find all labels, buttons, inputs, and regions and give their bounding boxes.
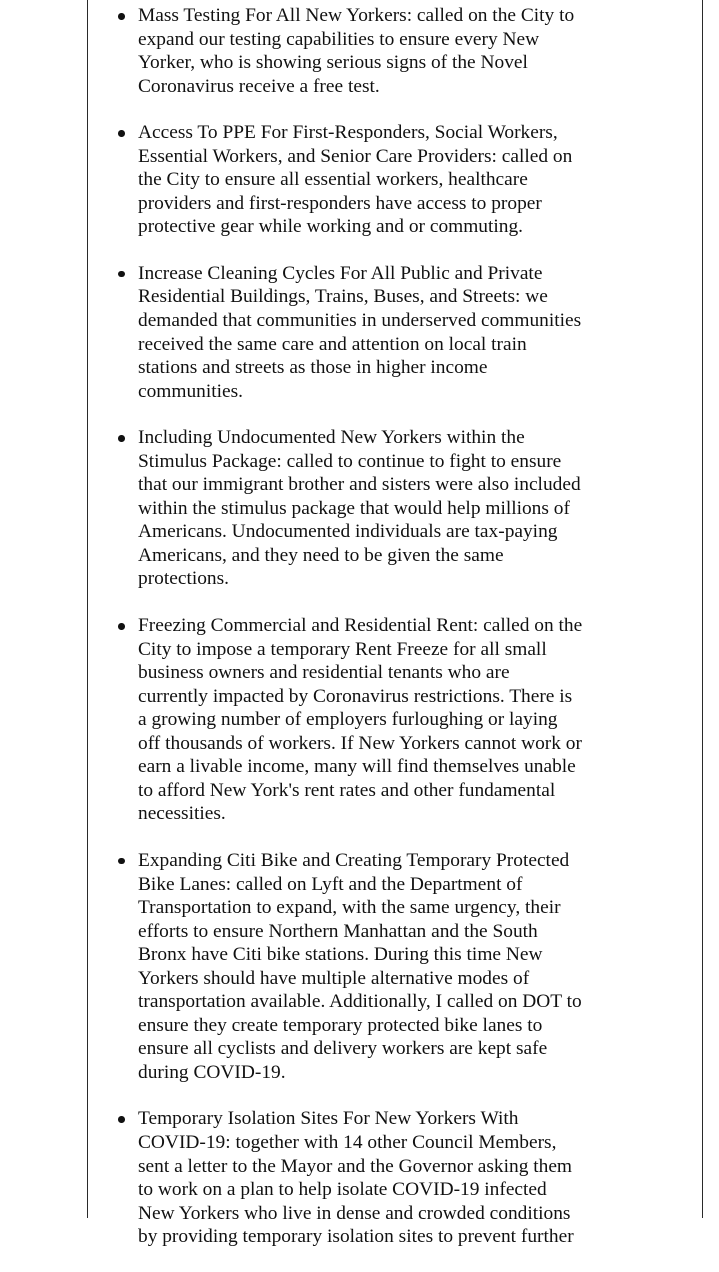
text-line: within the stimulus package that would help millions of	[138, 497, 570, 519]
list-item-text	[138, 4, 608, 98]
list-item-text	[138, 262, 608, 403]
text-line: Access To PPE For First-Responders, Social Workers,	[138, 122, 558, 144]
list-item	[138, 849, 608, 1084]
text-line: Essential Workers, and Senior Care Providers: called on	[138, 145, 573, 167]
text-line: Freezing Commercial and Residential Rent: called on the	[138, 615, 583, 637]
text-line: Bronx have Citi bike stations. During this time New	[138, 944, 543, 966]
text-line: protective gear while working and or commuting.	[138, 216, 524, 238]
text-line: business owners and residential tenants who are	[138, 662, 510, 684]
bullet-icon	[118, 435, 125, 442]
bullet-icon	[118, 130, 125, 137]
text-line: the City to ensure all essential workers, healthcare	[138, 169, 528, 191]
text-line: providers and first-responders have access to proper	[138, 192, 542, 214]
bullet-icon	[118, 13, 125, 20]
text-line: to afford New York's rent rates and other fundamental	[138, 779, 556, 801]
text-line: Expanding Citi Bike and Creating Temporary Protected	[138, 849, 570, 871]
list-item-text	[138, 121, 608, 239]
text-line: New Yorkers who live in dense and crowded conditions	[138, 1202, 571, 1224]
text-line: Coronavirus receive a free test.	[138, 75, 380, 97]
bullet-icon	[118, 271, 125, 278]
list-item	[138, 262, 608, 403]
text-line: off thousands of workers. If New Yorkers cannot work or	[138, 732, 582, 754]
text-line: Transportation to expand, with the same urgency, their	[138, 897, 561, 919]
list-item-text	[138, 1107, 608, 1248]
text-line: Bike Lanes: called on Lyft and the Department of	[138, 873, 523, 895]
list-item	[138, 614, 608, 826]
text-line: demanded that communities in underserved communities	[138, 310, 582, 332]
bullet-icon	[118, 623, 125, 630]
text-line: efforts to ensure Northern Manhattan and the South	[138, 920, 538, 942]
text-line: by providing temporary isolation sites to prevent further	[138, 1226, 574, 1248]
text-line: transportation available. Additionally, I called on DOT to	[138, 991, 582, 1013]
text-line: Mass Testing For All New Yorkers: called on the City to	[138, 5, 575, 26]
text-line: Americans. Undocumented individuals are tax-paying	[138, 521, 558, 543]
text-line: that our immigrant brother and sisters were also included	[138, 474, 581, 496]
text-line: received the same care and attention on local train	[138, 333, 527, 355]
text-line: expand our testing capabilities to ensure every New	[138, 28, 540, 50]
list-item	[138, 121, 608, 239]
list-item	[138, 1107, 608, 1248]
text-line: a growing number of employers furloughing or laying	[138, 709, 558, 731]
list-item-text	[138, 849, 608, 1084]
bullet-icon	[118, 858, 125, 865]
text-line: ensure all cyclists and delivery workers are kept safe	[138, 1038, 548, 1060]
list-item	[138, 4, 608, 98]
text-line: City to impose a temporary Rent Freeze for all small	[138, 638, 547, 660]
text-line: Including Undocumented New Yorkers within the	[138, 427, 525, 449]
text-line: communities.	[138, 380, 244, 402]
text-line: Increase Cleaning Cycles For All Public and Private	[138, 262, 543, 284]
text-line: Yorkers should have multiple alternative modes of	[138, 967, 530, 989]
bullet-list	[138, 4, 608, 1272]
text-line: sent a letter to the Mayor and the Governor asking them	[138, 1155, 573, 1177]
text-line: Temporary Isolation Sites For New Yorkers With	[138, 1108, 519, 1130]
text-line: necessities.	[138, 803, 226, 825]
text-line: to work on a plan to help isolate COVID-19 infected	[138, 1179, 547, 1201]
text-line: earn a livable income, many will find themselves unable	[138, 756, 576, 778]
text-line: currently impacted by Coronavirus restrictions. There is	[138, 685, 573, 707]
text-line: Residential Buildings, Trains, Buses, and Streets: we	[138, 286, 548, 308]
text-line: stations and streets as those in higher income	[138, 357, 488, 379]
list-item-text	[138, 426, 608, 591]
text-line: during COVID-19.	[138, 1061, 286, 1083]
text-line: Americans, and they need to be given the same	[138, 544, 504, 566]
list-item	[138, 426, 608, 591]
list-item-text	[138, 614, 608, 826]
text-line: protections.	[138, 568, 230, 590]
text-line: Yorker, who is showing serious signs of the Novel	[138, 52, 528, 74]
bullet-icon	[118, 1116, 125, 1123]
text-line: COVID-19: together with 14 other Council Members,	[138, 1131, 557, 1153]
text-line: Stimulus Package: called to continue to fight to ensure	[138, 450, 562, 472]
text-line: ensure they create temporary protected bike lanes to	[138, 1014, 543, 1036]
